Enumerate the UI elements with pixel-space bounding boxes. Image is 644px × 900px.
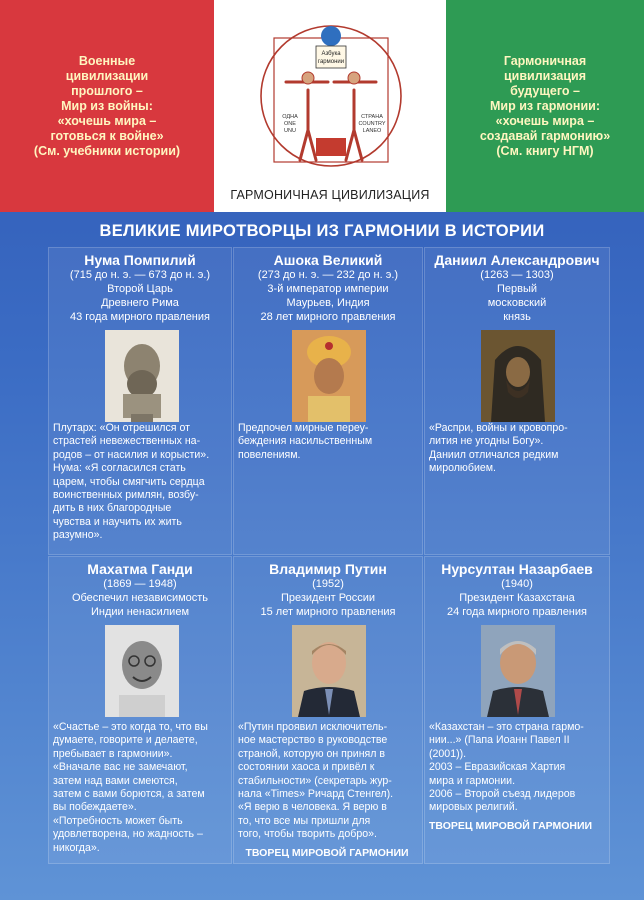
header-left-line: Военные	[78, 53, 136, 68]
quote-line: «Распри, войны и кровопро-	[429, 422, 568, 434]
quote-line: «Казахстан – это страна гармо-	[429, 721, 584, 733]
card-quote	[429, 721, 603, 833]
card-quote	[238, 721, 416, 860]
quote-line: никогда».	[53, 841, 100, 854]
card-info-line: Президент Казахстана	[459, 592, 575, 604]
logo-book-title-1: Азбука	[321, 51, 341, 57]
card-name: Ашока Великий	[273, 252, 383, 268]
card-info	[49, 268, 231, 324]
quote-line: удовлетворена, но жадность –	[53, 828, 203, 841]
card-info-line: 15 лет мирного правления	[260, 606, 396, 618]
quote-line: нии...» (Папа Иоанн Павел II	[429, 734, 570, 747]
card-name: Владимир Путин	[269, 561, 387, 577]
card-info-line: 43 года мирного правления	[70, 311, 210, 323]
card-footer: ТВОРЕЦ МИРОВОЙ ГАРМОНИИ	[429, 819, 593, 832]
quote-line: думаете, говорите и делаете,	[53, 734, 198, 747]
quote-line: «Я верю в человека. Я верю в	[238, 801, 387, 814]
card-info-line: Маурьев, Индия	[286, 297, 370, 309]
logo-left-word: ONE	[284, 121, 296, 127]
peacemaker-card-nazarbayev	[424, 556, 610, 864]
card-footer: ТВОРЕЦ МИРОВОЙ ГАРМОНИИ	[245, 846, 409, 859]
quote-line: родов – от насилия и корысти».	[53, 448, 210, 461]
quote-line: затем с вами борются, а затем	[53, 788, 205, 801]
bust-portrait	[105, 330, 179, 422]
card-info	[234, 577, 422, 619]
quote-line: «Путин проявил исключитель-	[238, 721, 388, 733]
header-left-line: (См. учебники истории)	[33, 143, 181, 158]
quote-line: разумно».	[53, 529, 103, 542]
card-info-line: (715 до н. э. — 673 до н. э.)	[69, 269, 211, 281]
quote-line: затем над вами смеются,	[53, 774, 178, 787]
header-left-line: прошлого –	[71, 83, 143, 98]
icon-portrait	[481, 330, 555, 422]
nazarbayev-portrait	[481, 625, 555, 717]
card-name: Махатма Ганди	[87, 561, 193, 577]
quote-line: повелениям.	[238, 448, 301, 461]
quote-line: мира и гармонии.	[429, 774, 516, 787]
quote-line: Предпочел мирные переу-	[238, 422, 369, 434]
header-right-line: Мир из гармонии:	[489, 98, 600, 113]
logo-left-word: ОДНА	[282, 114, 298, 120]
quote-line: миролюбием.	[429, 462, 496, 475]
turban-portrait	[292, 330, 366, 422]
card-info	[49, 577, 231, 619]
card-info-line: Индии ненасилием	[90, 606, 190, 618]
quote-line: мировых религий.	[429, 801, 518, 814]
card-quote	[53, 721, 225, 855]
quote-line: «Счастье – это когда то, что вы	[53, 721, 208, 733]
header-band	[0, 0, 644, 212]
card-info-line: (1263 — 1303)	[480, 269, 554, 281]
header-right-line: будущего –	[510, 83, 580, 98]
quote-line: (2001)).	[429, 747, 467, 760]
card-info-line: Первый	[496, 283, 538, 295]
card-info	[425, 268, 609, 324]
quote-line: пребывает в гармонии».	[53, 747, 173, 760]
card-info-line: князь	[503, 311, 531, 323]
header-left-line: готовься к войне»	[50, 128, 164, 143]
quote-line: стабильности» (секретарь жур-	[238, 774, 392, 787]
header-right-panel	[446, 0, 644, 212]
quote-line: Даниил отличался редким	[429, 448, 559, 461]
quote-line: беждения насильственным	[238, 435, 373, 448]
quote-line: то, что все мы пришли для	[238, 814, 371, 827]
header-right-line: создавай гармонию»	[479, 128, 611, 143]
header-right-line: цивилизация	[503, 68, 587, 83]
quote-line: дить в них благородные	[53, 502, 172, 515]
card-info-line: Президент России	[280, 592, 376, 604]
quote-line: «Потребность может быть	[53, 814, 183, 827]
quote-line: страной, которую он принял в	[238, 747, 386, 760]
card-info-line: 3-й император империи	[267, 283, 389, 295]
quote-line: лития не угодны Богу».	[429, 435, 544, 448]
card-info	[425, 577, 609, 619]
quote-line: Нума: «Я согласился стать	[53, 462, 186, 475]
card-name: Нума Помпилий	[84, 252, 196, 268]
vitruvian-logo	[256, 20, 406, 180]
logo-left-word: UNU	[284, 128, 296, 134]
card-info-line: Обеспечил независимость	[71, 592, 209, 604]
harmony-civilization-text	[455, 54, 635, 159]
header-left-line: Мир из войны:	[61, 98, 153, 113]
peacemaker-card-gandhi	[48, 556, 232, 864]
card-info-line: московский	[487, 297, 547, 309]
card-info-line: 28 лет мирного правления	[260, 311, 396, 323]
card-info-line: Второй Царь	[107, 283, 173, 295]
peacemaker-card-ashoka	[233, 247, 423, 555]
card-info-line: (1869 — 1948)	[103, 578, 177, 590]
header-left-panel	[0, 0, 214, 212]
header-left-line: «хочешь мира –	[57, 113, 157, 128]
card-name: Даниил Александрович	[434, 252, 600, 268]
card-name: Нурсултан Назарбаев	[441, 561, 593, 577]
harmonic-civilization-caption: ГАРМОНИЧНАЯ ЦИВИЛИЗАЦИЯ	[230, 188, 430, 202]
putin-portrait	[292, 625, 366, 717]
quote-line: воинственных римлян, возбу-	[53, 489, 199, 502]
card-info-line: Древнего Рима	[101, 297, 179, 309]
quote-line: ное мастерство в руководстве	[238, 734, 388, 747]
card-info-line: (1940)	[501, 578, 533, 590]
quote-line: 2003 – Евразийская Хартия	[429, 761, 566, 774]
header-left-line: цивилизации	[65, 68, 149, 83]
header-center-panel	[214, 0, 446, 212]
quote-line: чувства и научить их жить	[53, 515, 182, 528]
page-title: ВЕЛИКИЕ МИРОТВОРЦЫ ИЗ ГАРМОНИИ В ИСТОРИИ	[99, 222, 545, 240]
quote-line: царем, чтобы смягчить сердца	[53, 475, 205, 488]
peacemaker-card-putin	[233, 556, 423, 864]
header-right-line: (См. книгу НГМ)	[496, 143, 594, 158]
peacemaker-card-numa	[48, 247, 232, 555]
logo-book-title-2: гармонии	[317, 59, 345, 65]
card-info-line: (273 до н. э. — 232 до н. э.)	[257, 269, 399, 281]
quote-line: нала «Times» Ричард Стенгел).	[238, 788, 394, 801]
war-civilization-text	[17, 54, 197, 159]
header-right-line: «хочешь мира –	[495, 113, 595, 128]
logo-right-word: СТРАНА	[361, 114, 383, 120]
quote-line: Плутарх: «Он отрешился от	[53, 422, 190, 434]
logo-right-word: COUNTRY	[358, 121, 386, 127]
card-info	[234, 268, 422, 324]
logo-right-word: LANEO	[362, 128, 382, 134]
quote-line: вы побеждаете».	[53, 801, 137, 814]
card-info-line: (1952)	[312, 578, 344, 590]
quote-line: того, чтобы творить добро».	[238, 828, 377, 841]
quote-line: «Вначале вас не замечают,	[53, 761, 188, 774]
card-quote	[429, 422, 603, 476]
gandhi-portrait	[105, 625, 179, 717]
quote-line: 2006 – Второй съезд лидеров	[429, 788, 576, 801]
quote-line: состоянии хаоса и привёл к	[238, 761, 375, 774]
card-quote	[238, 422, 416, 462]
header-right-line: Гармоничная	[503, 53, 587, 68]
peacemaker-card-daniil	[424, 247, 610, 555]
card-info-line: 24 года мирного правления	[447, 606, 587, 618]
card-quote	[53, 422, 225, 543]
quote-line: страстей невежественных на-	[53, 435, 201, 448]
